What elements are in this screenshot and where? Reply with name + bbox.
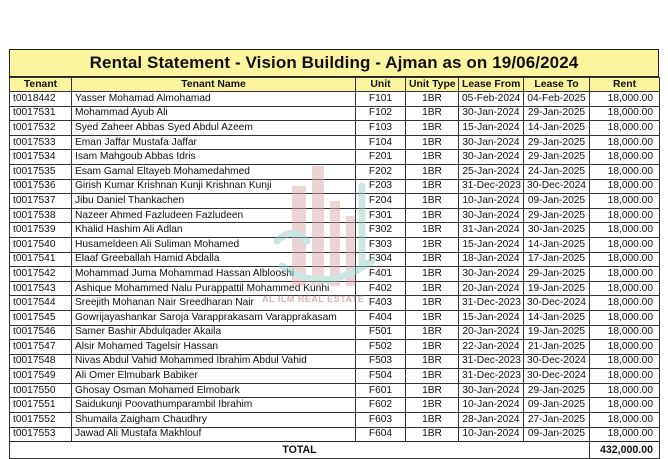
- cell-tenant-name: Mohammad Ayub Ali: [72, 106, 356, 121]
- cell-tenant-name: Gowrijayashankar Saroja Varapprakasam Varapprakasam: [72, 310, 356, 325]
- cell-unit: F303: [356, 237, 406, 252]
- cell-tenant-id: t0017531: [10, 106, 72, 121]
- cell-unit: F403: [356, 296, 406, 311]
- cell-lease-from: 20-Jan-2024: [459, 281, 524, 296]
- cell-unit: F501: [356, 325, 406, 340]
- cell-unit-type: 1BR: [406, 369, 459, 384]
- cell-rent: 18,000.00: [590, 398, 660, 413]
- table-row: [10, 296, 660, 311]
- cell-lease-from: 31-Dec-2023: [459, 354, 524, 369]
- cell-unit-type: 1BR: [406, 340, 459, 355]
- cell-lease-to: 14-Jan-2025: [524, 310, 590, 325]
- cell-unit: F101: [356, 92, 406, 107]
- cell-tenant-id: t0017542: [10, 267, 72, 282]
- cell-rent: 18,000.00: [590, 92, 660, 107]
- cell-lease-from: 05-Feb-2024: [459, 92, 524, 107]
- cell-lease-from: 31-Dec-2023: [459, 296, 524, 311]
- table-row: [10, 223, 660, 238]
- cell-unit: F302: [356, 223, 406, 238]
- table-row: [10, 252, 660, 267]
- cell-unit-type: 1BR: [406, 237, 459, 252]
- cell-lease-to: 24-Jan-2025: [524, 164, 590, 179]
- cell-lease-from: 10-Jan-2024: [459, 427, 524, 442]
- cell-rent: 18,000.00: [590, 267, 660, 282]
- cell-tenant-id: t0017553: [10, 427, 72, 442]
- col-header-tenant-name: Tenant Name: [72, 78, 356, 92]
- cell-tenant-id: t0017536: [10, 179, 72, 194]
- cell-rent: 18,000.00: [590, 106, 660, 121]
- cell-unit-type: 1BR: [406, 92, 459, 107]
- statement-title: Rental Statement - Vision Building - Ajman as on 19/06/2024: [9, 49, 659, 77]
- cell-unit: F402: [356, 281, 406, 296]
- cell-rent: 18,000.00: [590, 135, 660, 150]
- cell-unit-type: 1BR: [406, 383, 459, 398]
- cell-lease-from: 15-Jan-2024: [459, 310, 524, 325]
- cell-tenant-name: Samer Bashir Abdulqader Akaila: [72, 325, 356, 340]
- cell-unit-type: 1BR: [406, 427, 459, 442]
- cell-tenant-name: Jawad Ali Mustafa Makhlouf: [72, 427, 356, 442]
- col-header-unit: Unit: [356, 78, 406, 92]
- cell-lease-to: 21-Jan-2025: [524, 340, 590, 355]
- cell-rent: 18,000.00: [590, 252, 660, 267]
- cell-lease-to: 27-Jan-2025: [524, 413, 590, 428]
- cell-unit-type: 1BR: [406, 223, 459, 238]
- cell-tenant-id: t0017534: [10, 150, 72, 165]
- cell-tenant-name: Elaaf Greeballah Hamid Abdalla: [72, 252, 356, 267]
- cell-rent: 18,000.00: [590, 383, 660, 398]
- cell-unit-type: 1BR: [406, 354, 459, 369]
- cell-lease-to: 19-Jan-2025: [524, 281, 590, 296]
- cell-tenant-id: t0017535: [10, 164, 72, 179]
- watermark-text: AL ILM REAL ESTATE: [262, 294, 365, 304]
- col-header-lease-to: Lease To: [524, 78, 590, 92]
- cell-tenant-name: Jibu Daniel Thankachen: [72, 194, 356, 209]
- cell-unit: F104: [356, 135, 406, 150]
- cell-rent: 18,000.00: [590, 237, 660, 252]
- cell-tenant-name: Yasser Mohamad Almohamad: [72, 92, 356, 107]
- cell-rent: 18,000.00: [590, 354, 660, 369]
- cell-lease-to: 29-Jan-2025: [524, 383, 590, 398]
- cell-lease-from: 25-Jan-2024: [459, 164, 524, 179]
- cell-tenant-id: t0017533: [10, 135, 72, 150]
- cell-rent: 18,000.00: [590, 413, 660, 428]
- total-row: [10, 442, 660, 459]
- cell-rent: 18,000.00: [590, 296, 660, 311]
- cell-tenant-name: Nazeer Ahmed Fazludeen Fazludeen: [72, 208, 356, 223]
- table-row: [10, 92, 660, 107]
- cell-tenant-name: Esam Gamal Eltayeb Mohamedahmed: [72, 164, 356, 179]
- table-row: [10, 150, 660, 165]
- cell-tenant-id: t0017547: [10, 340, 72, 355]
- cell-tenant-id: t0017549: [10, 369, 72, 384]
- cell-lease-to: 29-Jan-2025: [524, 135, 590, 150]
- cell-tenant-id: t0018442: [10, 92, 72, 107]
- cell-rent: 18,000.00: [590, 310, 660, 325]
- table-row: [10, 310, 660, 325]
- cell-unit: F502: [356, 340, 406, 355]
- cell-tenant-name: Alsir Mohamed Tagelsir Hassan: [72, 340, 356, 355]
- cell-unit-type: 1BR: [406, 267, 459, 282]
- cell-tenant-name: Mohammad Juma Mohammad Hassan Alblooshi: [72, 267, 356, 282]
- cell-unit-type: 1BR: [406, 208, 459, 223]
- cell-unit-type: 1BR: [406, 398, 459, 413]
- cell-lease-from: 31-Dec-2023: [459, 369, 524, 384]
- col-header-tenant: Tenant: [10, 78, 72, 92]
- table-row: [10, 398, 660, 413]
- cell-lease-to: 30-Dec-2024: [524, 369, 590, 384]
- cell-lease-from: 30-Jan-2024: [459, 267, 524, 282]
- table-row: [10, 135, 660, 150]
- cell-unit: F603: [356, 413, 406, 428]
- cell-lease-to: 30-Dec-2024: [524, 296, 590, 311]
- table-row: [10, 237, 660, 252]
- cell-tenant-id: t0017545: [10, 310, 72, 325]
- cell-lease-from: 28-Jan-2024: [459, 413, 524, 428]
- cell-lease-from: 15-Jan-2024: [459, 237, 524, 252]
- cell-tenant-id: t0017543: [10, 281, 72, 296]
- table-row: [10, 121, 660, 136]
- cell-lease-from: 22-Jan-2024: [459, 340, 524, 355]
- cell-lease-to: 30-Dec-2024: [524, 354, 590, 369]
- header-row: [10, 78, 660, 92]
- cell-rent: 18,000.00: [590, 223, 660, 238]
- cell-tenant-id: t0017541: [10, 252, 72, 267]
- cell-tenant-id: t0017544: [10, 296, 72, 311]
- cell-lease-to: 17-Jan-2025: [524, 252, 590, 267]
- table-row: [10, 179, 660, 194]
- cell-unit: F602: [356, 398, 406, 413]
- cell-unit: F304: [356, 252, 406, 267]
- col-header-rent: Rent: [590, 78, 660, 92]
- cell-unit: F103: [356, 121, 406, 136]
- cell-tenant-id: t0017551: [10, 398, 72, 413]
- cell-lease-from: 10-Jan-2024: [459, 194, 524, 209]
- cell-tenant-name: Sreejith Mohanan Nair Sreedharan Nair: [72, 296, 356, 311]
- cell-lease-to: 30-Jan-2025: [524, 223, 590, 238]
- cell-lease-from: 31-Dec-2023: [459, 179, 524, 194]
- col-header-unit-type: Unit Type: [406, 78, 459, 92]
- cell-tenant-name: Girish Kumar Krishnan Kunji Krishnan Kunji: [72, 179, 356, 194]
- table-row: [10, 427, 660, 442]
- table-row: [10, 354, 660, 369]
- cell-tenant-id: t0017540: [10, 237, 72, 252]
- cell-unit: F201: [356, 150, 406, 165]
- cell-lease-to: 04-Feb-2025: [524, 92, 590, 107]
- cell-unit: F604: [356, 427, 406, 442]
- cell-lease-to: 14-Jan-2025: [524, 237, 590, 252]
- cell-rent: 18,000.00: [590, 208, 660, 223]
- cell-lease-to: 30-Dec-2024: [524, 179, 590, 194]
- cell-tenant-name: Syed Zaheer Abbas Syed Abdul Azeem: [72, 121, 356, 136]
- cell-rent: 18,000.00: [590, 179, 660, 194]
- cell-rent: 18,000.00: [590, 369, 660, 384]
- cell-tenant-name: Ashique Mohammed Nalu Purappattil Mohammed Kunhi: [72, 281, 356, 296]
- total-value: 432,000.00: [590, 442, 660, 459]
- table-row: [10, 413, 660, 428]
- cell-unit: F503: [356, 354, 406, 369]
- cell-rent: 18,000.00: [590, 281, 660, 296]
- cell-tenant-id: t0017548: [10, 354, 72, 369]
- cell-tenant-id: t0017537: [10, 194, 72, 209]
- rental-statement-sheet: [9, 49, 659, 459]
- cell-unit: F202: [356, 164, 406, 179]
- table-row: [10, 369, 660, 384]
- table-row: [10, 164, 660, 179]
- table-row: [10, 325, 660, 340]
- cell-rent: 18,000.00: [590, 340, 660, 355]
- total-label: TOTAL: [10, 442, 590, 459]
- cell-lease-from: 30-Jan-2024: [459, 208, 524, 223]
- cell-lease-to: 19-Jan-2025: [524, 325, 590, 340]
- cell-tenant-name: Khalid Hashim Ali Adlan: [72, 223, 356, 238]
- cell-tenant-id: t0017546: [10, 325, 72, 340]
- cell-lease-from: 30-Jan-2024: [459, 106, 524, 121]
- cell-unit-type: 1BR: [406, 150, 459, 165]
- cell-unit: F504: [356, 369, 406, 384]
- cell-unit-type: 1BR: [406, 310, 459, 325]
- cell-lease-from: 31-Jan-2024: [459, 223, 524, 238]
- cell-tenant-name: Eman Jaffar Mustafa Jaffar: [72, 135, 356, 150]
- cell-tenant-name: Shumaila Zaigham Chaudhry: [72, 413, 356, 428]
- cell-unit-type: 1BR: [406, 121, 459, 136]
- cell-lease-to: 09-Jan-2025: [524, 398, 590, 413]
- cell-rent: 18,000.00: [590, 150, 660, 165]
- table-row: [10, 383, 660, 398]
- table-row: [10, 194, 660, 209]
- cell-lease-from: 20-Jan-2024: [459, 325, 524, 340]
- cell-tenant-id: t0017532: [10, 121, 72, 136]
- cell-unit-type: 1BR: [406, 281, 459, 296]
- cell-lease-to: 29-Jan-2025: [524, 106, 590, 121]
- cell-unit-type: 1BR: [406, 194, 459, 209]
- table-row: [10, 340, 660, 355]
- cell-lease-from: 15-Jan-2024: [459, 121, 524, 136]
- cell-unit-type: 1BR: [406, 325, 459, 340]
- cell-unit: F203: [356, 179, 406, 194]
- cell-tenant-name: Ghosay Osman Mohamed Elmobark: [72, 383, 356, 398]
- cell-unit: F401: [356, 267, 406, 282]
- cell-tenant-name: Saidukunji Poovathumparambil Ibrahim: [72, 398, 356, 413]
- cell-unit-type: 1BR: [406, 296, 459, 311]
- table-row: [10, 208, 660, 223]
- cell-tenant-id: t0017539: [10, 223, 72, 238]
- cell-unit-type: 1BR: [406, 252, 459, 267]
- cell-lease-from: 30-Jan-2024: [459, 135, 524, 150]
- cell-tenant-name: Nivas Abdul Vahid Mohammed Ibrahim Abdul Vahid: [72, 354, 356, 369]
- cell-rent: 18,000.00: [590, 164, 660, 179]
- table-row: [10, 267, 660, 282]
- cell-lease-to: 09-Jan-2025: [524, 194, 590, 209]
- table-row: [10, 106, 660, 121]
- cell-lease-to: 09-Jan-2025: [524, 427, 590, 442]
- cell-unit: F404: [356, 310, 406, 325]
- cell-unit-type: 1BR: [406, 413, 459, 428]
- cell-unit-type: 1BR: [406, 106, 459, 121]
- cell-lease-to: 29-Jan-2025: [524, 208, 590, 223]
- cell-tenant-id: t0017550: [10, 383, 72, 398]
- col-header-lease-from: Lease From: [459, 78, 524, 92]
- cell-unit: F301: [356, 208, 406, 223]
- cell-rent: 18,000.00: [590, 427, 660, 442]
- cell-lease-from: 30-Jan-2024: [459, 150, 524, 165]
- cell-lease-from: 30-Jan-2024: [459, 383, 524, 398]
- cell-tenant-id: t0017538: [10, 208, 72, 223]
- cell-unit: F601: [356, 383, 406, 398]
- cell-tenant-id: t0017552: [10, 413, 72, 428]
- rental-table: [9, 77, 660, 459]
- cell-unit-type: 1BR: [406, 179, 459, 194]
- cell-rent: 18,000.00: [590, 325, 660, 340]
- cell-rent: 18,000.00: [590, 194, 660, 209]
- cell-unit: F102: [356, 106, 406, 121]
- cell-unit: F204: [356, 194, 406, 209]
- cell-rent: 18,000.00: [590, 121, 660, 136]
- cell-lease-to: 14-Jan-2025: [524, 121, 590, 136]
- table-body: [10, 92, 660, 442]
- cell-tenant-name: Isam Mahgoub Abbas Idris: [72, 150, 356, 165]
- cell-unit-type: 1BR: [406, 164, 459, 179]
- cell-tenant-name: Husameldeen Ali Suliman Mohamed: [72, 237, 356, 252]
- cell-lease-from: 18-Jan-2024: [459, 252, 524, 267]
- table-row: [10, 281, 660, 296]
- cell-lease-from: 10-Jan-2024: [459, 398, 524, 413]
- cell-lease-to: 29-Jan-2025: [524, 267, 590, 282]
- cell-unit-type: 1BR: [406, 135, 459, 150]
- cell-lease-to: 29-Jan-2025: [524, 150, 590, 165]
- cell-tenant-name: Ali Omer Elmubark Babiker: [72, 369, 356, 384]
